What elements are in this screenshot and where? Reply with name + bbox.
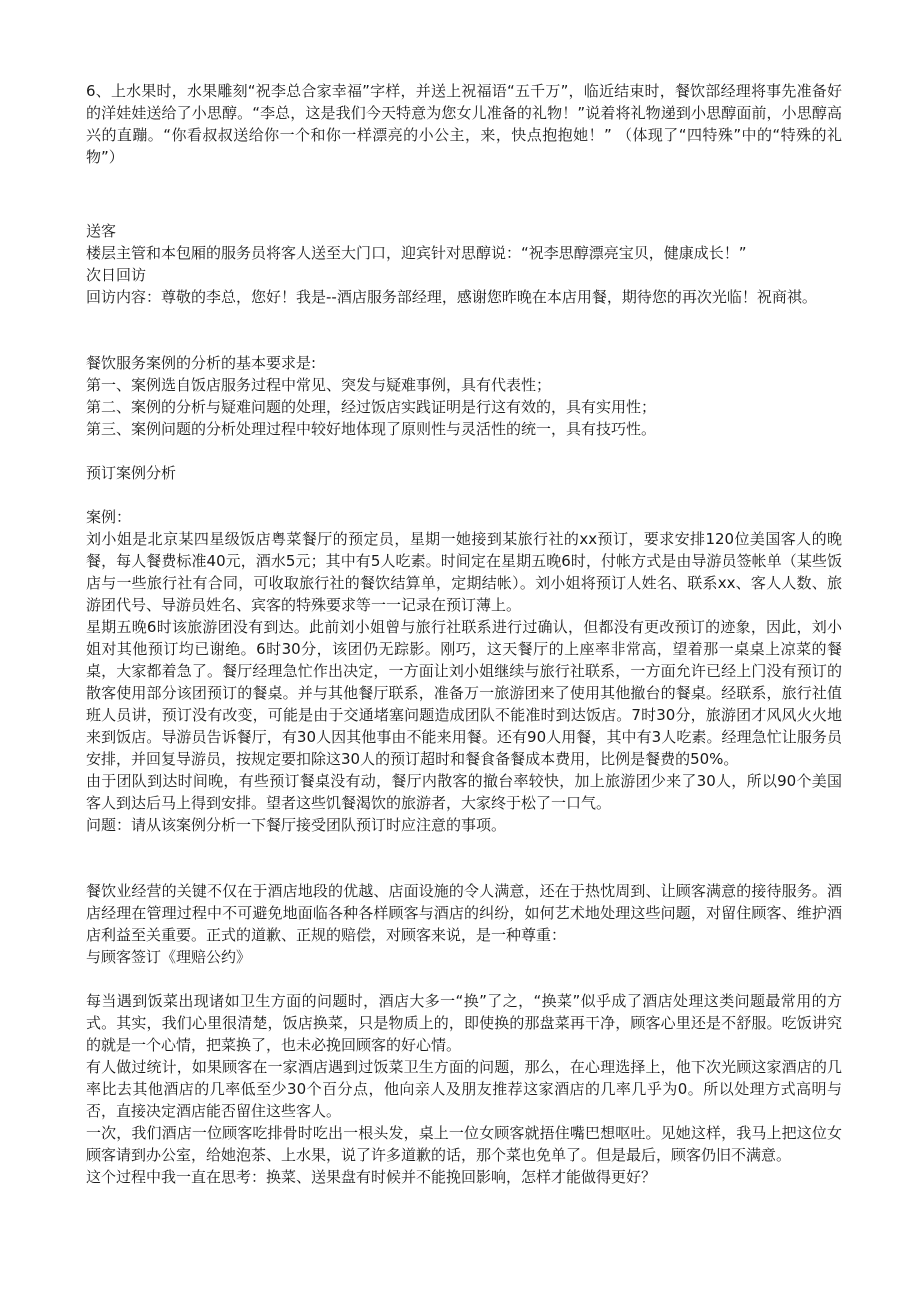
- spacer: [86, 484, 842, 506]
- compensation-paragraph: 这个过程中我一直在思考：换菜、送果盘有时候并不能挽回影响，怎样才能做得更好？: [86, 1168, 657, 1186]
- compensation-agreement: 与顾客签订《理赔公约》: [86, 948, 252, 966]
- case-label: 案例：: [86, 508, 132, 526]
- spacer: [86, 968, 842, 990]
- farewell-heading: 送客: [86, 222, 117, 240]
- compensation-paragraph: 有人做过统计，如果顾客在一家酒店遇到过饭菜卫生方面的问题，那么，在心理选择上，他下次光顾这家酒店的几率比去其他酒店的几率低至少30个百分点，他向亲人及朋友推荐这家酒店的几率几乎为0。所以处理方式高明与否，直接决定酒店能否留住这些客人。: [86, 1058, 842, 1120]
- gift-paragraph: 6、上水果时，水果雕刻“祝李总合家幸福”字样，并送上祝福语“五千万”，临近结束时，餐饮部经理将事先准备好的洋娃娃送给了小思醇。“李总，这是我们今天特意为您女儿准备的礼物！”说着将礼物递到小思醇面前，小思醇高兴的直蹦。“你看叔叔送给你一个和你一样漂亮的小公主，来，快点抱抱她！” （体现了“四特殊”中的“特殊的礼物”）: [86, 82, 842, 166]
- case-paragraph: 星期五晚6时该旅游团没有到达。此前刘小姐曾与旅行社联系进行过确认，但都没有更改预订的迹象，因此，刘小姐对其他预订均已谢绝。6时30分，该团仍无踪影。刚巧，这天餐厅的上座率非常高，望着那一桌桌上凉菜的餐桌，大家都着急了。餐厅经理急忙作出决定，一方面让刘小姐继续与旅行社联系，一方面允许已经上门没有预订的散客使用部分该团预订的餐桌。并与其他餐厅联系，准备万一旅游团来了使用其他撤台的餐桌。经联系，旅行社值班人员讲，预订没有改变，可能是由于交通堵塞问题造成团队不能准时到达饭店。7时30分，旅游团才风风火火地来到饭店。导游员告诉餐厅，有30人因其他事由不能来用餐。还有90人用餐，其中有3人吃素。经理急忙让服务员安排，并回复导游员，按规定要扣除这30人的预订超时和餐食备餐成本费用，比例是餐费的50%。: [86, 618, 842, 768]
- spacer: [86, 308, 842, 352]
- compensation-paragraph: 一次，我们酒店一位顾客吃排骨时吃出一根头发，桌上一位女顾客就捂住嘴巴想呕吐。见她这样，我马上把这位女顾客请到办公室，给她泡茶、上水果，说了许多道歉的话，那个菜也免单了。但是最后，顾客仍旧不满意。: [86, 1124, 842, 1164]
- farewell-paragraph: 楼层主管和本包厢的服务员将客人送至大门口，迎宾针对思醇说：“祝李思醇漂亮宝贝，健康成长！”: [86, 244, 747, 262]
- requirement-item: 第三、案例问题的分析处理过程中较好地体现了原则性与灵活性的统一，具有技巧性。: [86, 420, 657, 438]
- case-paragraph: 由于团队到达时间晚，有些预订餐桌没有动，餐厅内散客的撤台率较快，加上旅游团少来了30人，所以90个美国客人到达后马上得到安排。望者这些饥餐渴饮的旅游者，大家终于松了一口气。: [86, 772, 842, 812]
- spacer: [86, 168, 842, 220]
- booking-heading: 预订案例分析: [86, 464, 177, 482]
- requirements-intro: 餐饮服务案例的分析的基本要求是:: [86, 354, 317, 372]
- compensation-intro: 餐饮业经营的关键不仅在于酒店地段的优越、店面设施的令人满意，还在于热忱周到、让顾客满意的接待服务。酒店经理在管理过程中不可避免地面临各种各样顾客与酒店的纠纷，如何艺术地处理这些问题，对留住顾客、维护酒店利益至关重要。正式的道歉、正规的赔偿，对顾客来说，是一种尊重：: [86, 882, 842, 944]
- spacer: [86, 440, 842, 462]
- requirement-item: 第一、案例选自饭店服务过程中常见、突发与疑难事例，具有代表性；: [86, 376, 552, 394]
- followup-heading: 次日回访: [86, 266, 147, 284]
- document-page: [86, 80, 842, 1188]
- followup-paragraph: 回访内容：尊敬的李总，您好！我是--酒店服务部经理，感谢您昨晚在本店用餐，期待您的再次光临！祝商祺。: [86, 288, 817, 306]
- compensation-paragraph: 每当遇到饭菜出现诸如卫生方面的问题时，酒店大多一“换”了之，“换菜”似乎成了酒店处理这类问题最常用的方式。其实，我们心里很清楚，饭店换菜，只是物质上的，即使换的那盘菜再干净，顾客心里还是不舒服。吃饭讲究的就是一个心情，把菜换了，也未必挽回顾客的好心情。: [86, 992, 842, 1054]
- requirement-item: 第二、案例的分析与疑难问题的处理，经过饭店实践证明是行这有效的，具有实用性；: [86, 398, 657, 416]
- case-question: 问题：请从该案例分析一下餐厅接受团队预订时应注意的事项。: [86, 816, 507, 834]
- case-paragraph: 刘小姐是北京某四星级饭店粤菜餐厅的预定员，星期一她接到某旅行社的xx预订，要求安排120位美国客人的晚餐，每人餐费标准40元，酒水5元；其中有5人吃素。时间定在星期五晚6时，付帐方式是由导游员签帐单（某些饭店与一些旅行社有合同，可收取旅行社的餐饮结算单，定期结帐）。刘小姐将预订人姓名、联系xx、客人人数、旅游团代号、导游员姓名、宾客的特殊要求等一一记录在预订薄上。: [86, 530, 842, 614]
- spacer: [86, 836, 842, 880]
